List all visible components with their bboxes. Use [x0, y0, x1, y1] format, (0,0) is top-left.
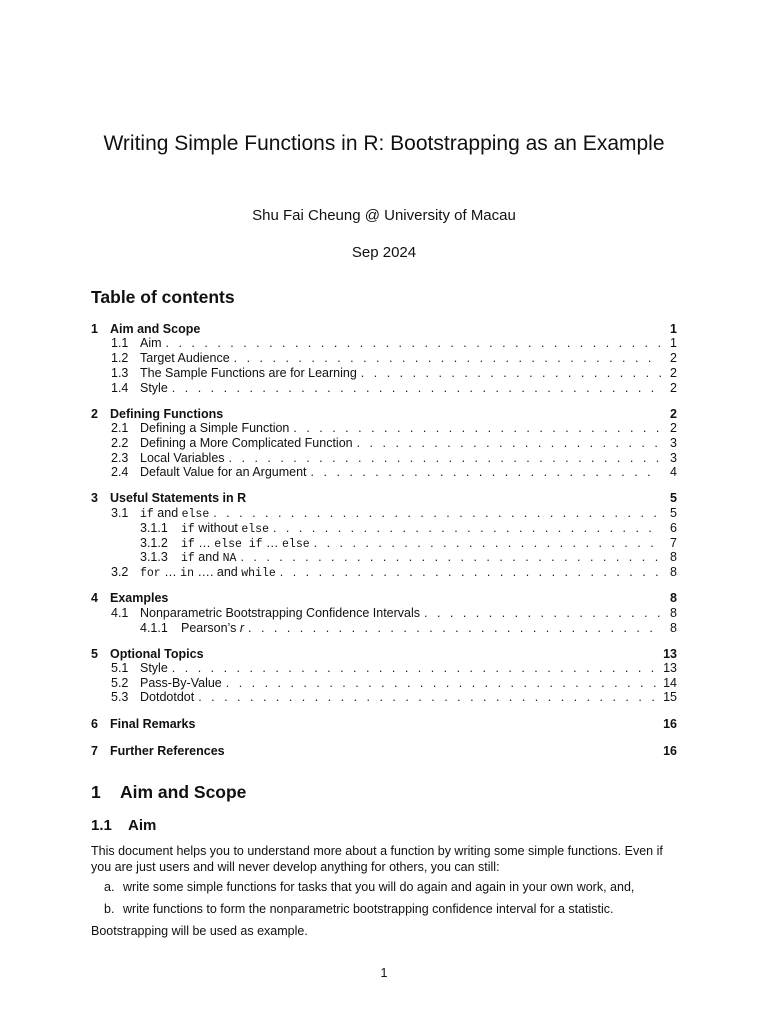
toc-num: 5.2 [111, 676, 129, 690]
toc-label: Local Variables [140, 451, 225, 465]
toc-label: Optional Topics [110, 647, 204, 661]
list-item [104, 901, 674, 917]
toc-label: Nonparametric Bootstrapping Confidence Intervals [140, 606, 421, 620]
toc-page: 8 [670, 606, 677, 620]
subsection-number: 1.1 [91, 817, 112, 834]
toc-num: 2.2 [111, 436, 129, 450]
toc-label: Final Remarks [110, 717, 196, 731]
toc-leader-dots [357, 436, 661, 451]
toc-page: 5 [670, 491, 677, 505]
code-keyword: NA [222, 552, 237, 565]
toc-num: 2 [91, 407, 98, 421]
toc-num: 4.1 [111, 606, 129, 620]
toc-num: 4.1.1 [140, 621, 168, 635]
list-text: write some simple functions for tasks that you will do again and again in your own work, and, [123, 880, 635, 894]
toc-leader-dots [213, 506, 661, 521]
toc-entry-5-1[interactable] [111, 661, 677, 676]
toc-leader-dots [166, 336, 661, 351]
toc-page: 3 [670, 451, 677, 465]
toc-entry-1-3[interactable] [111, 366, 677, 381]
toc-label: Dotdotdot [140, 690, 195, 704]
toc-page: 2 [670, 351, 677, 365]
toc-page: 7 [670, 536, 677, 550]
document-date: Sep 2024 [351, 244, 417, 261]
toc-num: 2.1 [111, 421, 129, 435]
toc-label: if … else if … else [181, 536, 310, 551]
toc-entry-2-3[interactable] [111, 451, 677, 466]
toc-num: 5 [91, 647, 98, 661]
toc-page: 2 [670, 366, 677, 380]
toc-label: Defining a More Complicated Function [140, 436, 353, 450]
toc-label: for … in …. and while [140, 565, 276, 580]
toc-num: 5.3 [111, 690, 129, 704]
toc-leader-dots [280, 565, 661, 580]
toc-num: 3.1.1 [140, 521, 168, 535]
code-keyword: for [140, 567, 161, 580]
toc-entry-4[interactable] [91, 591, 677, 606]
toc-num: 3.1.2 [140, 536, 168, 550]
toc-num: 3.1.3 [140, 550, 168, 564]
toc-page: 4 [670, 465, 677, 479]
code-keyword: while [241, 567, 276, 580]
toc-page: 6 [670, 521, 677, 535]
toc-leader-dots [361, 366, 661, 381]
toc-label: The Sample Functions are for Learning [140, 366, 357, 380]
toc-leader-dots [229, 451, 661, 466]
code-keyword: else [181, 508, 210, 521]
toc-label: if and else [140, 506, 210, 521]
toc-page: 2 [670, 407, 677, 421]
toc-leader-dots [314, 536, 661, 551]
toc-num: 7 [91, 744, 98, 758]
code-keyword: if [181, 552, 195, 565]
toc-label: Further References [110, 744, 225, 758]
toc-num: 4 [91, 591, 98, 605]
toc-page: 8 [670, 565, 677, 579]
toc-label: Target Audience [140, 351, 230, 365]
toc-page: 13 [663, 647, 677, 661]
section-title: Aim and Scope [120, 782, 247, 802]
toc-num: 3.2 [111, 565, 129, 579]
list-label: a. [104, 880, 115, 894]
code-keyword: else [282, 538, 310, 551]
toc-entry-3-1-3[interactable] [140, 550, 677, 565]
toc-page: 14 [663, 676, 677, 690]
toc-page: 5 [670, 506, 677, 520]
toc-entry-6[interactable] [91, 717, 677, 732]
toc-entry-2-4[interactable] [111, 465, 677, 480]
toc-num: 1 [91, 322, 98, 336]
toc-entry-5[interactable] [91, 647, 677, 662]
toc-num: 6 [91, 717, 98, 731]
toc-num: 1.3 [111, 366, 129, 380]
toc-leader-dots [248, 621, 661, 636]
toc-entry-4-1-1[interactable] [140, 621, 677, 636]
section-heading [91, 782, 246, 803]
toc-num: 2.4 [111, 465, 129, 479]
toc-leader-dots [240, 550, 661, 565]
toc-num: 5.1 [111, 661, 129, 675]
toc-label: Examples [110, 591, 169, 605]
toc-label: Pass-By-Value [140, 676, 222, 690]
toc-num: 3.1 [111, 506, 129, 520]
code-keyword: in [180, 567, 194, 580]
toc-num: 3 [91, 491, 98, 505]
toc-page: 2 [670, 421, 677, 435]
document-title: Writing Simple Functions in R: Bootstrapping as an Example [103, 132, 665, 155]
toc-num: 2.3 [111, 451, 129, 465]
toc-leader-dots [172, 661, 659, 676]
intro-paragraph: This document helps you to understand more about a function by writing some simple functions. Even if you are just users and will never develop anything for others, you can still: [91, 844, 663, 874]
toc-leader-dots [273, 521, 661, 536]
toc-leader-dots [424, 606, 661, 621]
toc-entry-4-1[interactable] [111, 606, 677, 621]
toc-num: 1.4 [111, 381, 129, 395]
toc-page: 1 [670, 322, 677, 336]
toc-leader-dots [198, 690, 659, 705]
code-keyword: else [241, 523, 269, 536]
toc-page: 8 [670, 550, 677, 564]
toc-page: 16 [663, 717, 677, 731]
document-author: Shu Fai Cheung @ University of Macau [252, 207, 516, 224]
toc-label: if and NA [181, 550, 237, 565]
code-keyword: if [181, 538, 195, 551]
code-keyword: if [181, 523, 195, 536]
toc-label: Pearson’s r [181, 621, 245, 635]
list-label: b. [104, 902, 115, 916]
toc-label: Aim and Scope [110, 322, 201, 336]
toc-page: 16 [663, 744, 677, 758]
toc-entry-3-2[interactable] [111, 565, 677, 580]
toc-label: Style [140, 381, 168, 395]
toc-entry-3-1[interactable] [111, 506, 677, 521]
toc-entry-3-1-2[interactable] [140, 536, 677, 551]
code-keyword: else if [214, 538, 263, 551]
toc-leader-dots [293, 421, 661, 436]
toc-entry-1-4[interactable] [111, 381, 677, 396]
toc-page: 3 [670, 436, 677, 450]
toc-label: Defining a Simple Function [140, 421, 290, 435]
toc-entry-7[interactable] [91, 744, 677, 759]
toc-label: Defining Functions [110, 407, 224, 421]
toc-entry-3-1-1[interactable] [140, 521, 677, 536]
toc-leader-dots [172, 381, 661, 396]
toc-page: 1 [670, 336, 677, 350]
toc-leader-dots [226, 676, 659, 691]
toc-heading: Table of contents [91, 287, 235, 307]
toc-label: if without else [181, 521, 269, 536]
closing-paragraph: Bootstrapping will be used as example. [91, 924, 308, 938]
toc-leader-dots [311, 465, 661, 480]
toc-entry-3[interactable] [91, 491, 677, 506]
page-number: 1 [380, 966, 388, 980]
toc-entry-2-2[interactable] [111, 436, 677, 451]
toc-page: 8 [670, 621, 677, 635]
toc-page: 8 [670, 591, 677, 605]
subsection-heading [91, 817, 156, 834]
toc-entry-1-2[interactable] [111, 351, 677, 366]
toc-page: 13 [663, 661, 677, 675]
subsection-title: Aim [128, 817, 157, 834]
toc-entry-5-2[interactable] [111, 676, 677, 691]
toc-page: 15 [663, 690, 677, 704]
toc-label: Aim [140, 336, 162, 350]
toc-entry-2-1[interactable] [111, 421, 677, 436]
toc-entry-1[interactable] [91, 322, 677, 337]
toc-page: 2 [670, 381, 677, 395]
toc-leader-dots [234, 351, 661, 366]
toc-label: Style [140, 661, 168, 675]
code-keyword: if [140, 508, 154, 521]
toc-label: Default Value for an Argument [140, 465, 307, 479]
toc-entry-2[interactable] [91, 407, 677, 422]
list-text: write functions to form the nonparametric bootstrapping confidence interval for a statistic. [123, 902, 614, 916]
section-number: 1 [91, 782, 101, 802]
toc-num: 1.2 [111, 351, 129, 365]
list-item [104, 879, 674, 895]
toc-num: 1.1 [111, 336, 129, 350]
toc-entry-1-1[interactable] [111, 336, 677, 351]
toc-label: Useful Statements in R [110, 491, 247, 505]
toc-entry-5-3[interactable] [111, 690, 677, 705]
